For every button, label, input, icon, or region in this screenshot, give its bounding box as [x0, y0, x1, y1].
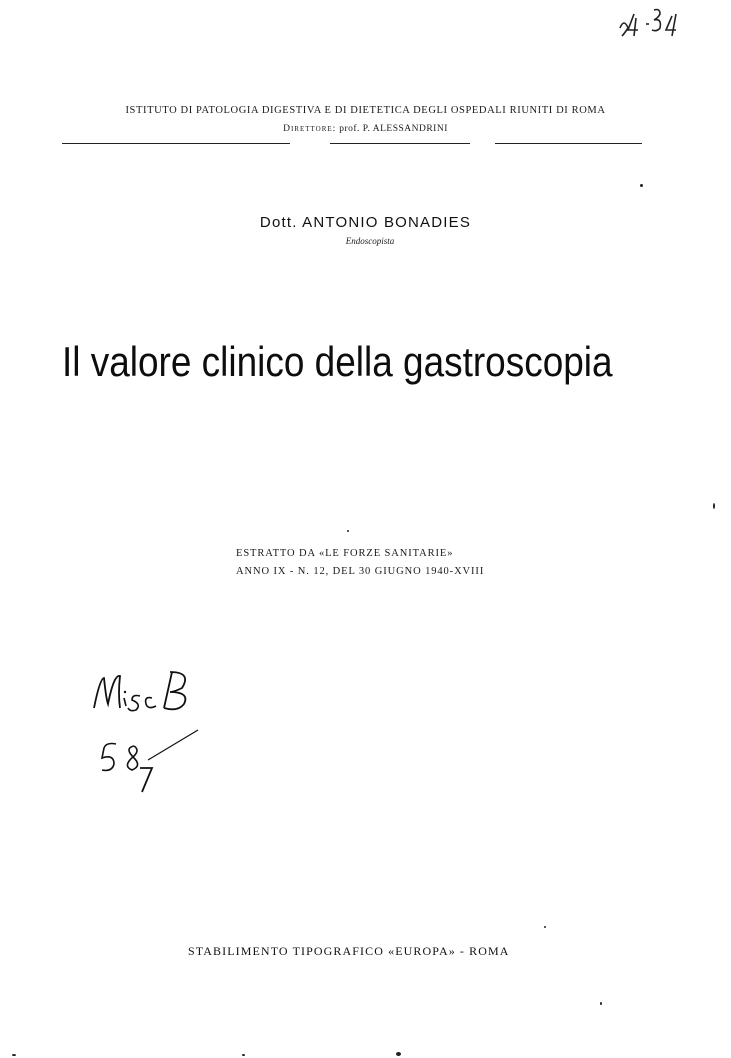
scan-speck — [713, 503, 715, 509]
director-name: prof. P. ALESSANDRINI — [339, 124, 448, 134]
author-role: Endoscopista — [345, 236, 395, 246]
scan-speck — [544, 926, 546, 928]
document-title: Il valore clinico della gastroscopia — [62, 338, 613, 385]
director-line — [0, 124, 731, 134]
scan-speck — [640, 184, 643, 187]
handwritten-top-right-note — [612, 4, 692, 44]
handwritten-call-number — [88, 662, 218, 797]
scan-speck — [600, 1002, 602, 1005]
extract-issue: ANNO IX - N. 12, DEL 30 GIUGNO 1940-XVIII — [236, 566, 485, 577]
scan-speck — [396, 1052, 401, 1056]
scan-speck — [347, 530, 349, 532]
header-rule — [62, 143, 642, 144]
extract-source: ESTRATTO DA «LE FORZE SANITARIE» — [236, 548, 454, 559]
publisher-imprint: STABILIMENTO TIPOGRAFICO «EUROPA» - ROMA — [188, 944, 510, 958]
institute-heading: ISTITUTO DI PATOLOGIA DIGESTIVA E DI DIETETICA DEGLI OSPEDALI RIUNITI DI ROMA — [125, 105, 606, 116]
author-name: Dott. ANTONIO BONADIES — [259, 214, 472, 231]
rule-gap — [290, 140, 330, 146]
rule-gap — [470, 140, 495, 146]
scan-speck — [12, 1054, 16, 1056]
scan-speck — [242, 1054, 245, 1056]
director-role: Direttore: — [283, 124, 337, 134]
